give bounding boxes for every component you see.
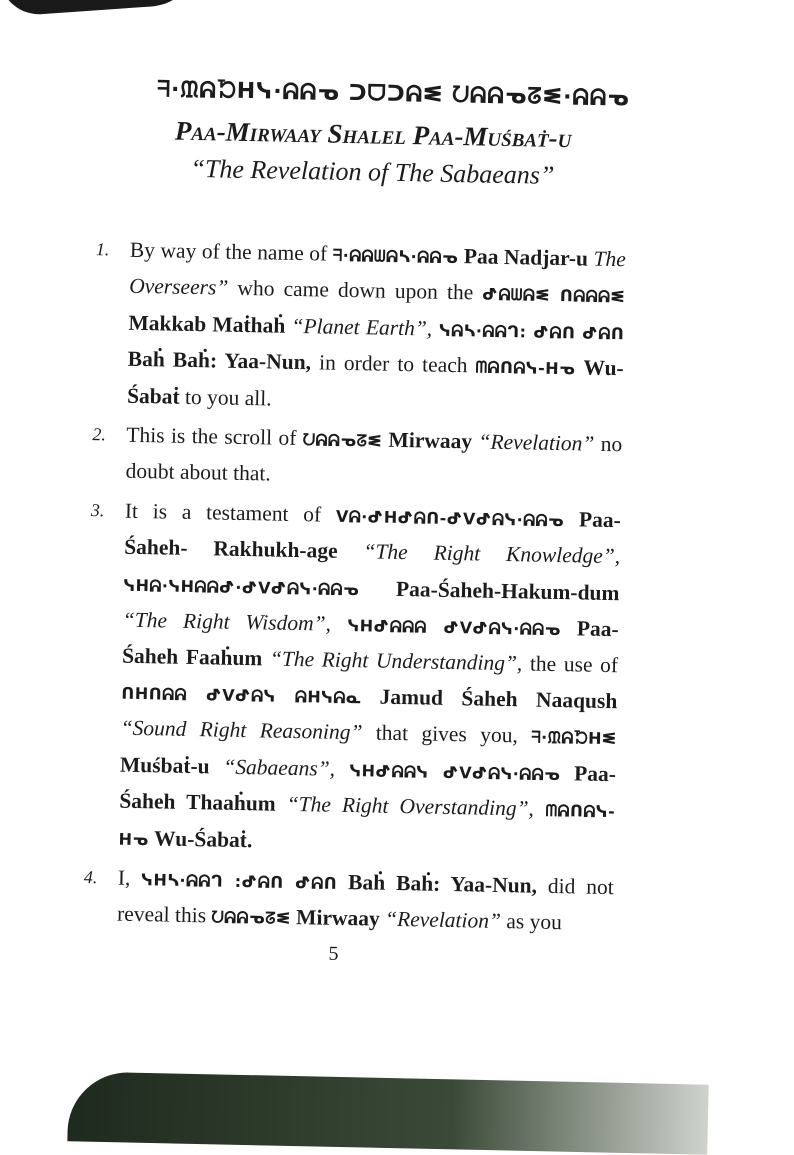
script-word: ᕷᕱᗯᕱᓬ ᑎᕱᕱᕱᓬ	[482, 284, 626, 307]
verse-text: no doubt about that.	[125, 431, 623, 486]
transliteration: Paa-Śaheh Faaḣum	[121, 616, 619, 671]
verse-text: I,	[117, 865, 142, 890]
verse	[83, 860, 614, 943]
gloss: “Revelation”	[379, 906, 502, 934]
verse-text: did not reveal this	[116, 873, 615, 928]
script-word: ᓭᕱᓴ·ᕱᕱᒉ: ᕷᕱᑎ ᕷᕱᑎ	[431, 320, 625, 344]
verse	[91, 417, 622, 499]
gloss: “Revelation”	[471, 429, 595, 456]
transliteration: Baḣ Baḣ: Yaa-Nun,	[127, 346, 312, 375]
script-word: ᓭᕼᕱ·ᓭᕼᕱᕱᕷ·ᕷᐯᕷᕱᓭ·ᕱᕱᓀ	[123, 575, 360, 599]
transliteration: Paa-Śaheh- Rakhukh-age	[123, 506, 622, 564]
verse-text: This is the scroll of	[126, 422, 304, 451]
script-word: ᓭᕼᓴ·ᕱᕱᒉ :ᕷᕱᑎ ᕷᕱᑎ	[141, 869, 338, 893]
verse-text: By way of the name of	[129, 237, 334, 266]
transliteration: Jamud Śaheh Naaqush	[360, 684, 618, 714]
transliteration: Mirwaay	[381, 427, 473, 454]
verse	[84, 493, 621, 866]
verse-number: 2.	[92, 424, 107, 445]
verse-text: It is a testament of	[124, 498, 337, 527]
script-word: ᖷ·ᙢᕱᘶᕼᓬ	[531, 727, 617, 749]
transliteration: Paa-Śaheh-Hakum-dum	[359, 575, 620, 605]
verse-text: the use of	[522, 651, 619, 678]
transliteration: Baḣ Baḣ: Yaa-Nun,	[337, 869, 538, 898]
gloss: “The Right Knowledge”,	[337, 539, 621, 569]
gloss: “Sabaeans”,	[209, 754, 336, 781]
verse-number: 4.	[83, 866, 98, 888]
transliteration: Makkab Maṫhaḣ	[128, 310, 286, 338]
script-title: ᖷ·ᙢᕱᘶᕼᓭ·ᕱᕱᓀ ᑐᗜᑐᕱᓬ ᘢᕱᕱᓀᘔᓬ·ᕱᕱᓀ	[156, 77, 631, 112]
gloss: “Planet Earth”,	[285, 313, 433, 341]
page-subtitle: “The Revelation of The Sabaeans”	[190, 153, 555, 190]
script-word: ᗰᕱᑎᕱᓭ-ᕼᓀ	[475, 357, 576, 379]
gloss: “The Right Overstanding”,	[275, 791, 535, 821]
script-word: ᓭᕼᕷᕱᕱᓭ ᕷᐯᕷᕱᓭ·ᕱᕱᓀ	[334, 760, 561, 784]
verse-text: who came down upon the	[228, 276, 483, 305]
gloss: “The Right Understanding”,	[262, 646, 523, 676]
transliteration: Mirwaay	[290, 905, 380, 931]
verse-number: 3.	[90, 499, 105, 521]
script-word: ᘢᕱᕱᓀᘔᓬ	[302, 430, 383, 451]
script-word: ᗰᕱᑎᕱᓭ-ᕼᓀ	[118, 800, 616, 849]
page-number: 5	[328, 942, 339, 965]
verse-list	[83, 232, 626, 947]
script-word: ᖷ·ᕱᕱᗯᕱᓴ·ᕱᕱᓀ	[332, 245, 459, 268]
verse	[93, 232, 626, 423]
script-word: ᐯᕱ·ᕷᕼᕷᕱᑎ-ᕷᐯᕷᕱᓭ·ᕱᕱᓀ	[335, 506, 565, 530]
script-word: ᓭᕼᕷᕱᕱᕱ ᕷᐯᕷᕱᓭ·ᕱᕱᓀ	[330, 615, 562, 640]
gloss: “The Right Wisdom”,	[122, 607, 332, 636]
verse-text: as you	[500, 909, 563, 935]
gloss: “Sound Right Reasoning”	[120, 715, 363, 745]
transliteration: Wu-Śabaṫ	[126, 355, 624, 409]
verse-text: in order to teach	[310, 350, 476, 378]
verse-number: 1.	[95, 239, 110, 260]
transliteration: Paa Nadjar-u	[458, 244, 589, 271]
page-title: Paa-Mirwaay Shalel Paa-Muśbaṫ-u	[174, 115, 572, 154]
transliteration: Muśbaṫ-u	[119, 752, 210, 779]
transliteration: Paa-Śaheh Thaaḣum	[119, 760, 617, 816]
script-word: ᑎᕼᑎᕱᕱ ᕷᐯᕷᕱᓭ ᕱᕼᓭᕱᓇ	[121, 683, 362, 708]
gloss: The Overseers”	[128, 246, 627, 301]
verse-text: to you all.	[179, 384, 272, 411]
script-word: ᘢᕱᕱᓀᘔᓬ	[211, 907, 291, 929]
verse-text: that gives you,	[362, 720, 532, 748]
transliteration: Wu-Śabaṫ.	[148, 825, 253, 852]
